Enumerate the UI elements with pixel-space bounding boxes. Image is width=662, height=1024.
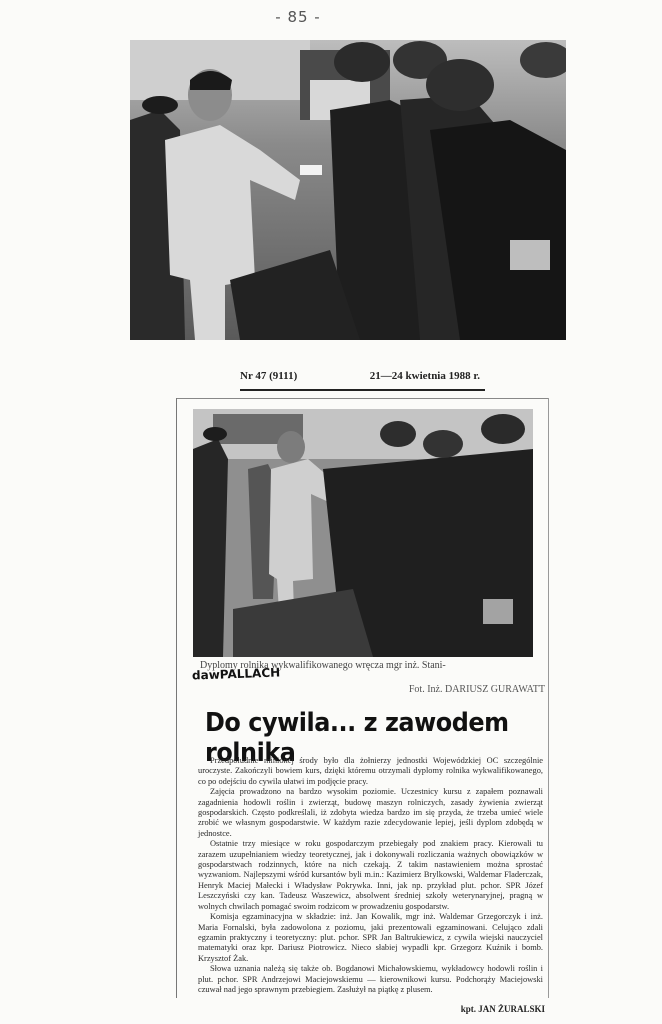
- handwritten-note: dawPALLACH: [191, 665, 281, 683]
- page-number: - 85 -: [275, 8, 321, 26]
- masthead-rule: [240, 389, 485, 391]
- photo-newspaper-clipping: [193, 409, 533, 657]
- article-body: [198, 756, 543, 995]
- issue-number: Nr 47 (9111): [240, 370, 298, 382]
- article-paragraph: Ostatnie trzy miesiące w roku gospodarczym przebiegały pod znakiem pracy. Kierowali tu zarazem uzupełnianiem wiedzy teoretycznej, jak i dokonywali rozliczania ważnych obowiązków w gospodarstwach rodzinnych, które na nich czekają. Z takim nastawieniem można sprostać wyzwaniom. Najlepszymi wśród kursantów byli m.in.: Kazimierz Brylkowski, Waldemar Fladerczak, Henryk Maciej Małecki i Władysław Pokrywka. Inni, jak np. przykład plut. pchor. SPR Józef Leszczyński czy kan. Tadeusz Waszewicz, absolwent średniej szkoły weterynaryjnej, pragną w wolnych chwilach pomagać swoim rodzicom w prowadzeniu gospodarstw.: [198, 839, 543, 911]
- article-paragraph: Zajęcia prowadzono na bardzo wysokim poziomie. Uczestnicy kursu z zapałem poznawali zagadnienia hodowli roślin i zwierząt, budowę maszyn rolniczych, zasady żywienia zwierząt gospodarskich. Często podkreślali, iż zdobyta wiedza bardzo im się przyda, że trzeba umieć wiele zrobić we własnym gospodarstwie. W każdym razie zdecydowanie lepiej, jeśli dyplom zdobędą w jednostce.: [198, 787, 543, 838]
- clipping-edge-left: [176, 398, 177, 998]
- clipping-edge-right: [548, 398, 549, 998]
- newspaper-masthead: [240, 370, 480, 382]
- article-signature: kpt. JAN ŻURALSKI: [460, 1004, 545, 1014]
- clipping-edge-top: [176, 398, 548, 399]
- issue-date: 21—24 kwietnia 1988 r.: [369, 370, 480, 382]
- photo-caption: Dyplomy rolnika wykwalifikowanego wręcza mgr inż. Stani-: [200, 660, 446, 671]
- photo-top-ceremony: [130, 40, 566, 340]
- article-paragraph: Słowa uznania należą się także ob. Bogdanowi Michałowskiemu, wykładowcy hodowli roślin i plut. pchor. SPR Andrzejowi Maciejowskiemu — kierownikowi kursu. Podchorąży Maciejowski czuwał nad jego sprawnym przebiegiem. Zasłużył na piątkę z plusem.: [198, 964, 543, 994]
- photo-credit: Fot. Inż. DARIUSZ GURAWATT: [408, 684, 545, 695]
- article-headline: Do cywila... z zawodem rolnika: [205, 708, 509, 768]
- article-paragraph: Przedpołudnie minionej środy było dla żołnierzy jednostki Wojewódzkiej OC szczególnie uroczyste. Zakończyli bowiem kurs, dzięki któremu otrzymali dyplomy rolnika wykwalifikowanego, co po odejściu do cywila ułatwi im podjęcie pracy.: [198, 756, 543, 786]
- article-paragraph: Komisja egzaminacyjna w składzie: inż. Jan Kowalik, mgr inż. Waldemar Grzegorczyk i inż. Maria Fornalski, była zadowolona z poziomu, jaki prezentowali egzaminowani. Celująco zdali egzamin praktyczny i teoretyczny: plut. pchor. SPR Jan Baltrukiewicz, z cywila wiejski nauczyciel matematyki oraz kpr. Dariusz Piotrowicz. Nieco słabiej wypadli kpr. Grzegorz Kuźnik i bomb. Krzysztof Żak.: [198, 912, 543, 963]
